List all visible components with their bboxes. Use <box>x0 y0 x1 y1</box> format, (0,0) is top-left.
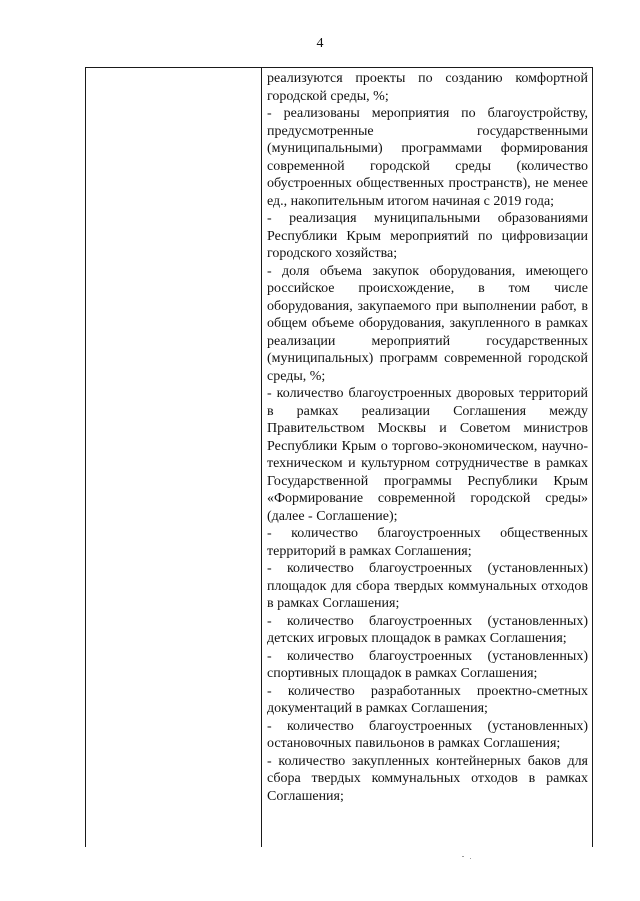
table-left-cell <box>86 68 262 847</box>
document-table <box>85 67 593 847</box>
indicator-list <box>267 70 588 805</box>
indicator-paragraph: - реализованы мероприятия по благоустройству, предусмотренные государственными (муниципальными) программами формирования современной городской среды (количество обустроенных общественных пространств), не менее ед., накопительным итогом начиная с 2019 года; <box>267 106 588 209</box>
scan-speck <box>470 858 471 859</box>
indicator-paragraph: - реализация муниципальными образованиями Республики Крым мероприятий по цифровизации городского хозяйства; <box>267 211 588 261</box>
indicator-paragraph: - количество закупленных контейнерных баков для сбора твердых коммунальных отходов в рамках Соглашения; <box>267 753 588 804</box>
scan-speck <box>462 856 464 857</box>
indicator-paragraph: - количество благоустроенных общественных территорий в рамках Соглашения; <box>267 526 588 559</box>
indicator-paragraph: - количество благоустроенных (установленных) спортивных площадок в рамках Соглашения; <box>267 648 588 681</box>
indicator-paragraph: - количество разработанных проектно-сметных документаций в рамках Соглашения; <box>267 683 588 716</box>
indicator-paragraph: - количество благоустроенных дворовых территорий в рамках реализации Соглашения между Правительством Москвы и Советом министров Республики Крым о торгово-экономическом, научно-техническом и культурном сотрудничестве в рамках Государственной программы Республики Крым «Формирование современной городской среды» (далее - Соглашение); <box>267 386 588 524</box>
indicator-paragraph: - количество благоустроенных (установленных) детских игровых площадок в рамках Соглашения; <box>267 613 588 646</box>
table-right-cell <box>262 68 592 847</box>
indicator-paragraph: - количество благоустроенных (установленных) остановочных павильонов в рамках Соглашения; <box>267 718 588 751</box>
indicator-paragraph: - доля объема закупок оборудования, имеющего российское происхождение, в том числе оборудования, закупаемого при выполнении работ, в общем объеме оборудования, закупленного в рамках реализации мероприятий государственных (муниципальных) программ современной городской среды, %; <box>267 263 588 384</box>
indicator-paragraph: - количество благоустроенных (установленных) площадок для сбора твердых коммунальных отходов в рамках Соглашения; <box>267 561 588 611</box>
page-number: 4 <box>316 36 324 51</box>
indicator-paragraph: реализуются проекты по созданию комфортной городской среды, %; <box>267 71 588 104</box>
